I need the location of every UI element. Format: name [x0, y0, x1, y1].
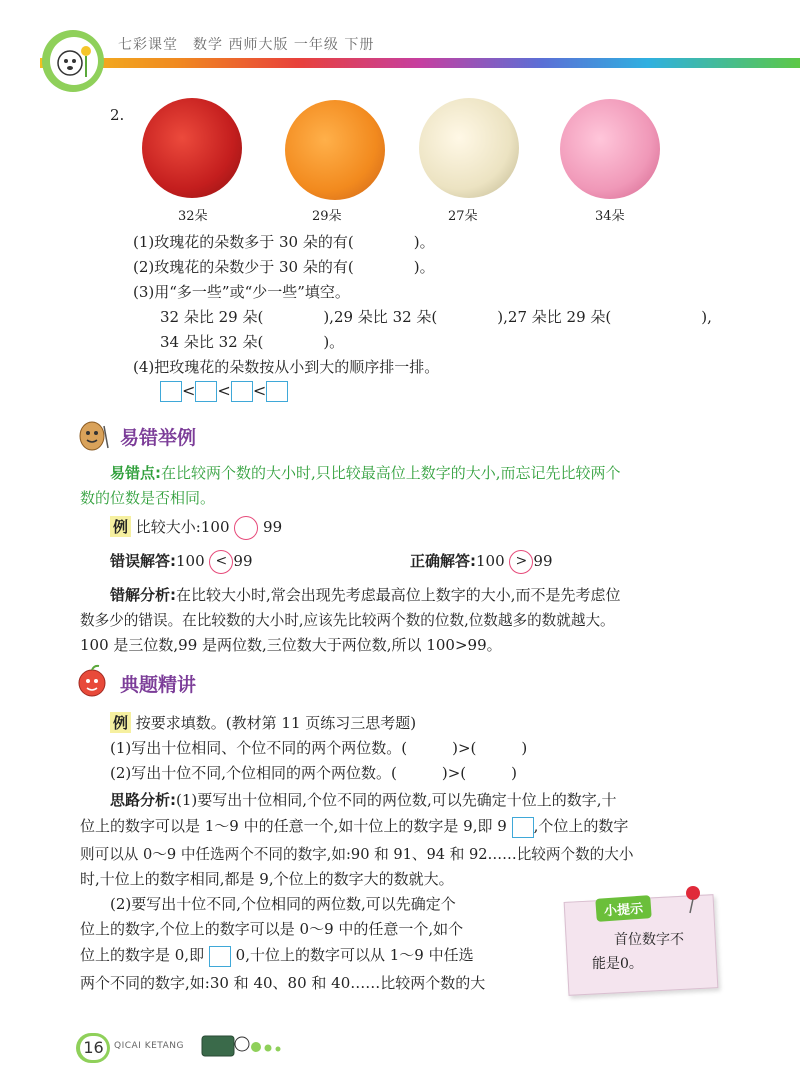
wrong-answer: 错误解答:100 < 99	[110, 550, 253, 574]
problem-number: 2.	[110, 106, 125, 124]
mascot-icon	[50, 37, 98, 85]
error-point: 易错点:在比较两个数的大小时,只比较最高位上数字的大小,而忘记先比较两个	[110, 464, 621, 482]
tip-line-2: 能是0。	[592, 956, 643, 972]
correct-answer: 正确解答:100 > 99	[410, 550, 553, 574]
tip-line-1: 首位数字不	[614, 932, 684, 948]
question-3-line-2: 34 朵比 32 朵( )。	[160, 333, 345, 351]
rose-count-pink: 34朵	[595, 209, 625, 224]
question-4: (4)把玫瑰花的朵数按从小到大的顺序排一排。	[133, 358, 440, 376]
answer-box[interactable]	[209, 946, 231, 967]
orange-roses-image	[285, 100, 385, 200]
typical-analysis-part-2-line-4: 两个不同的数字,如:30 和 40、80 和 40……比较两个数的大	[80, 974, 486, 992]
typical-analysis-line-3: 则可以从 0～9 中任选两个不同的数字,如:90 和 91、94 和 92……比较两个数的大小	[80, 846, 634, 863]
white-roses-image	[419, 98, 519, 198]
error-point-line-2: 数的位数是否相同。	[80, 489, 216, 507]
rose-count-orange: 29朵	[312, 209, 342, 224]
apple-mascot-icon	[74, 664, 114, 702]
typical-analysis-part-2-line-1: (2)要写出十位不同,个位相同的两位数,可以先确定个	[110, 895, 456, 913]
typical-analysis-line-4: 时,十位上的数字相同,都是 9,个位上的数字大的数就大。	[80, 870, 454, 888]
error-analysis-line-3: 100 是三位数,99 是两位数,三位数大于两位数,所以 100>99。	[80, 636, 502, 654]
tip-title: 小提示	[595, 895, 651, 922]
error-example: 例 比较大小:100 99	[110, 516, 282, 540]
typical-question-1: (1)写出十位相同、个位不同的两个两位数。( )>( )	[110, 739, 528, 757]
answer-box[interactable]	[160, 381, 182, 402]
typical-analysis-line-2: 位上的数字可以是 1～9 中的任意一个,如十位上的数字是 9,即 9 ,个位上的数字	[80, 815, 628, 838]
compare-circle[interactable]	[234, 516, 258, 540]
question-2: (2)玫瑰花的朵数少于 30 朵的有( )。	[133, 258, 435, 276]
red-roses-image	[142, 98, 242, 198]
egg-mascot-icon	[74, 418, 112, 456]
typical-question-2: (2)写出十位不同,个位相同的两个两位数。( )>( )	[110, 764, 517, 782]
question-3-line-1: 32 朵比 29 朵( ),29 朵比 32 朵( ),27 朵比 29 朵( ),	[160, 308, 712, 326]
ordering-boxes: < < <	[160, 381, 288, 402]
header-title: 七彩课堂 数学 西师大版 一年级 下册	[118, 37, 375, 53]
page-number: 16	[80, 1036, 107, 1060]
typical-example: 例 按要求填数。(教材第 11 页练习三思考题)	[110, 712, 416, 733]
typical-analysis: 思路分析:(1)要写出十位相同,个位不同的两位数,可以先确定十位上的数字,十	[110, 791, 617, 809]
answer-box[interactable]	[266, 381, 288, 402]
pushpin-icon	[682, 884, 704, 918]
footer-brand: QICAI KETANG	[114, 1041, 184, 1051]
rose-count-white: 27朵	[448, 209, 478, 224]
footer-mascot-icon	[198, 1030, 298, 1064]
error-analysis-line-2: 数多少的错误。在比较数的大小时,应该先比较两个数的位数,位数越多的数就越大。	[80, 612, 615, 629]
error-analysis: 错解分析:在比较大小时,常会出现先考虑最高位上数字的大小,而不是先考虑位	[110, 586, 621, 604]
answer-box[interactable]	[231, 381, 253, 402]
header-rainbow-bar	[40, 58, 800, 68]
wrong-sign-circle: <	[209, 550, 233, 574]
typical-analysis-part-2-line-3: 位上的数字是 0,即 0,十位上的数字可以从 1～9 中任选	[80, 944, 474, 967]
question-1: (1)玫瑰花的朵数多于 30 朵的有( )。	[133, 233, 435, 251]
pink-roses-image	[560, 99, 660, 199]
section-title-errors: 易错举例	[120, 427, 197, 449]
question-3: (3)用“多一些”或“少一些”填空。	[133, 283, 350, 301]
answer-box[interactable]	[195, 381, 217, 402]
typical-analysis-part-2-line-2: 位上的数字,个位上的数字可以是 0～9 中的任意一个,如个	[80, 920, 464, 938]
answer-box[interactable]	[512, 817, 534, 838]
rose-count-red: 32朵	[178, 209, 208, 224]
correct-sign-circle: >	[509, 550, 533, 574]
section-title-typical: 典题精讲	[120, 674, 197, 696]
